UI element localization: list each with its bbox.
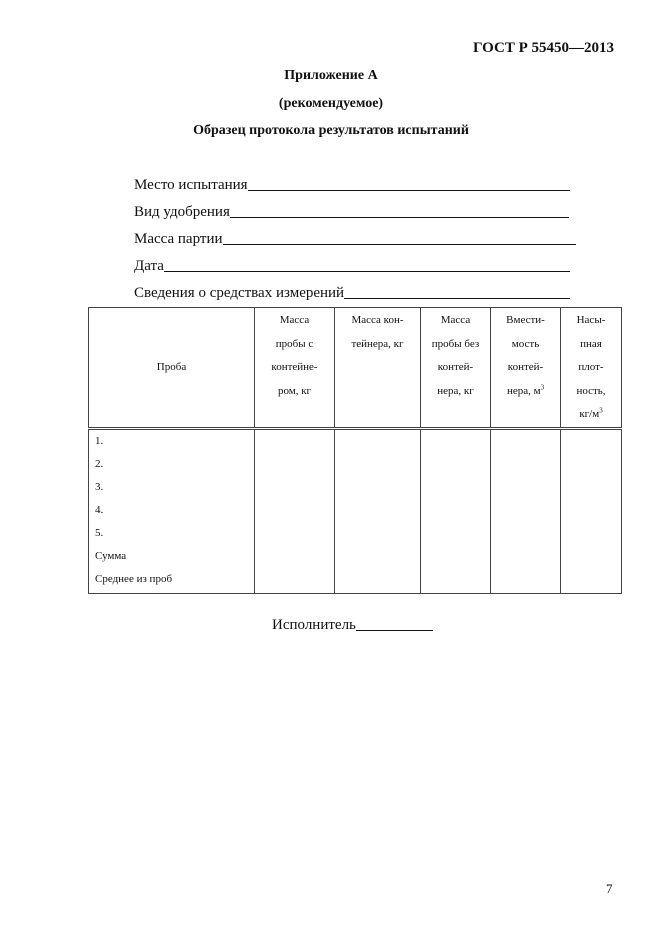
field-date-line [164, 270, 570, 272]
field-instruments-line [344, 297, 570, 299]
field-date [134, 253, 570, 275]
field-date-label: Дата [134, 258, 164, 274]
field-test-place-line [248, 189, 570, 191]
table-cell [561, 428, 622, 593]
document-code: ГОСТ Р 55450—2013 [472, 40, 614, 56]
table-row-label: 4. [95, 503, 104, 516]
executor-line [356, 629, 433, 631]
header-line: Масса [279, 314, 310, 326]
table-row-label: 3. [95, 480, 104, 493]
table-row-label: 1. [95, 434, 104, 447]
superscript: 3 [599, 406, 603, 415]
executor-field [272, 614, 433, 634]
field-batch-mass-line [223, 243, 577, 245]
header-line: нера, кг [437, 384, 474, 397]
header-line [561, 403, 621, 427]
table-row-label: 5. [95, 526, 104, 539]
field-instruments-label: Сведения о средствах измерений [134, 285, 345, 301]
header-line: Вмести- [506, 314, 545, 326]
header-line: контей- [507, 361, 544, 373]
column-header-container-mass [335, 308, 421, 429]
column-header-probe [89, 308, 255, 429]
column-header-capacity [491, 308, 561, 429]
protocol-title: Образец протокола результатов испытаний [193, 123, 469, 138]
header-line-text: нера, м [506, 384, 541, 397]
header-line: тейнера, кг [351, 337, 404, 350]
column-header-probe-label: Проба [156, 361, 187, 373]
header-line: пробы с [275, 337, 314, 350]
table-cell [421, 428, 491, 593]
header-line: Масса [440, 314, 471, 326]
table-cell [491, 428, 561, 593]
appendix-status: (рекомендуемое) [278, 96, 384, 111]
header-line: ность, [576, 384, 606, 397]
table-header-row [89, 308, 622, 429]
executor-label: Исполнитель [272, 617, 356, 633]
header-line [491, 380, 560, 404]
field-batch-mass-label: Масса партии [134, 231, 223, 247]
field-batch-mass [134, 226, 576, 248]
header-line: ром, кг [277, 384, 312, 397]
header-line: контейне- [271, 361, 318, 373]
page-number: 7 [606, 881, 613, 896]
table-row-label: Сумма [95, 549, 127, 562]
probe-list-cell [89, 428, 255, 593]
header-line: Масса кон- [351, 314, 404, 326]
header-line: мость [511, 337, 540, 350]
column-header-mass-without-container [421, 308, 491, 429]
field-instruments [134, 280, 570, 302]
header-line: пная [580, 337, 602, 350]
table-row-label: Среднее из проб [95, 572, 173, 585]
field-fertilizer-type-label: Вид удобрения [134, 204, 230, 220]
table-cell [255, 428, 335, 593]
field-test-place [134, 172, 570, 194]
header-line: контей- [437, 361, 474, 373]
field-fertilizer-type-line [230, 216, 569, 218]
header-line-text: кг/м [579, 408, 600, 420]
header-line: пробы без [431, 337, 480, 350]
results-table [88, 307, 622, 594]
field-test-place-label: Место испытания [134, 177, 248, 193]
column-header-mass-with-container [255, 308, 335, 429]
table-body-row [89, 428, 622, 593]
superscript: 3 [540, 382, 545, 391]
column-header-bulk-density [561, 308, 622, 429]
header-line: Насы- [576, 314, 606, 326]
table-row-label: 2. [95, 457, 104, 470]
appendix-title: Приложение А [284, 68, 378, 83]
table-cell [335, 428, 421, 593]
header-line: плот- [578, 361, 604, 373]
field-fertilizer-type [134, 199, 569, 221]
